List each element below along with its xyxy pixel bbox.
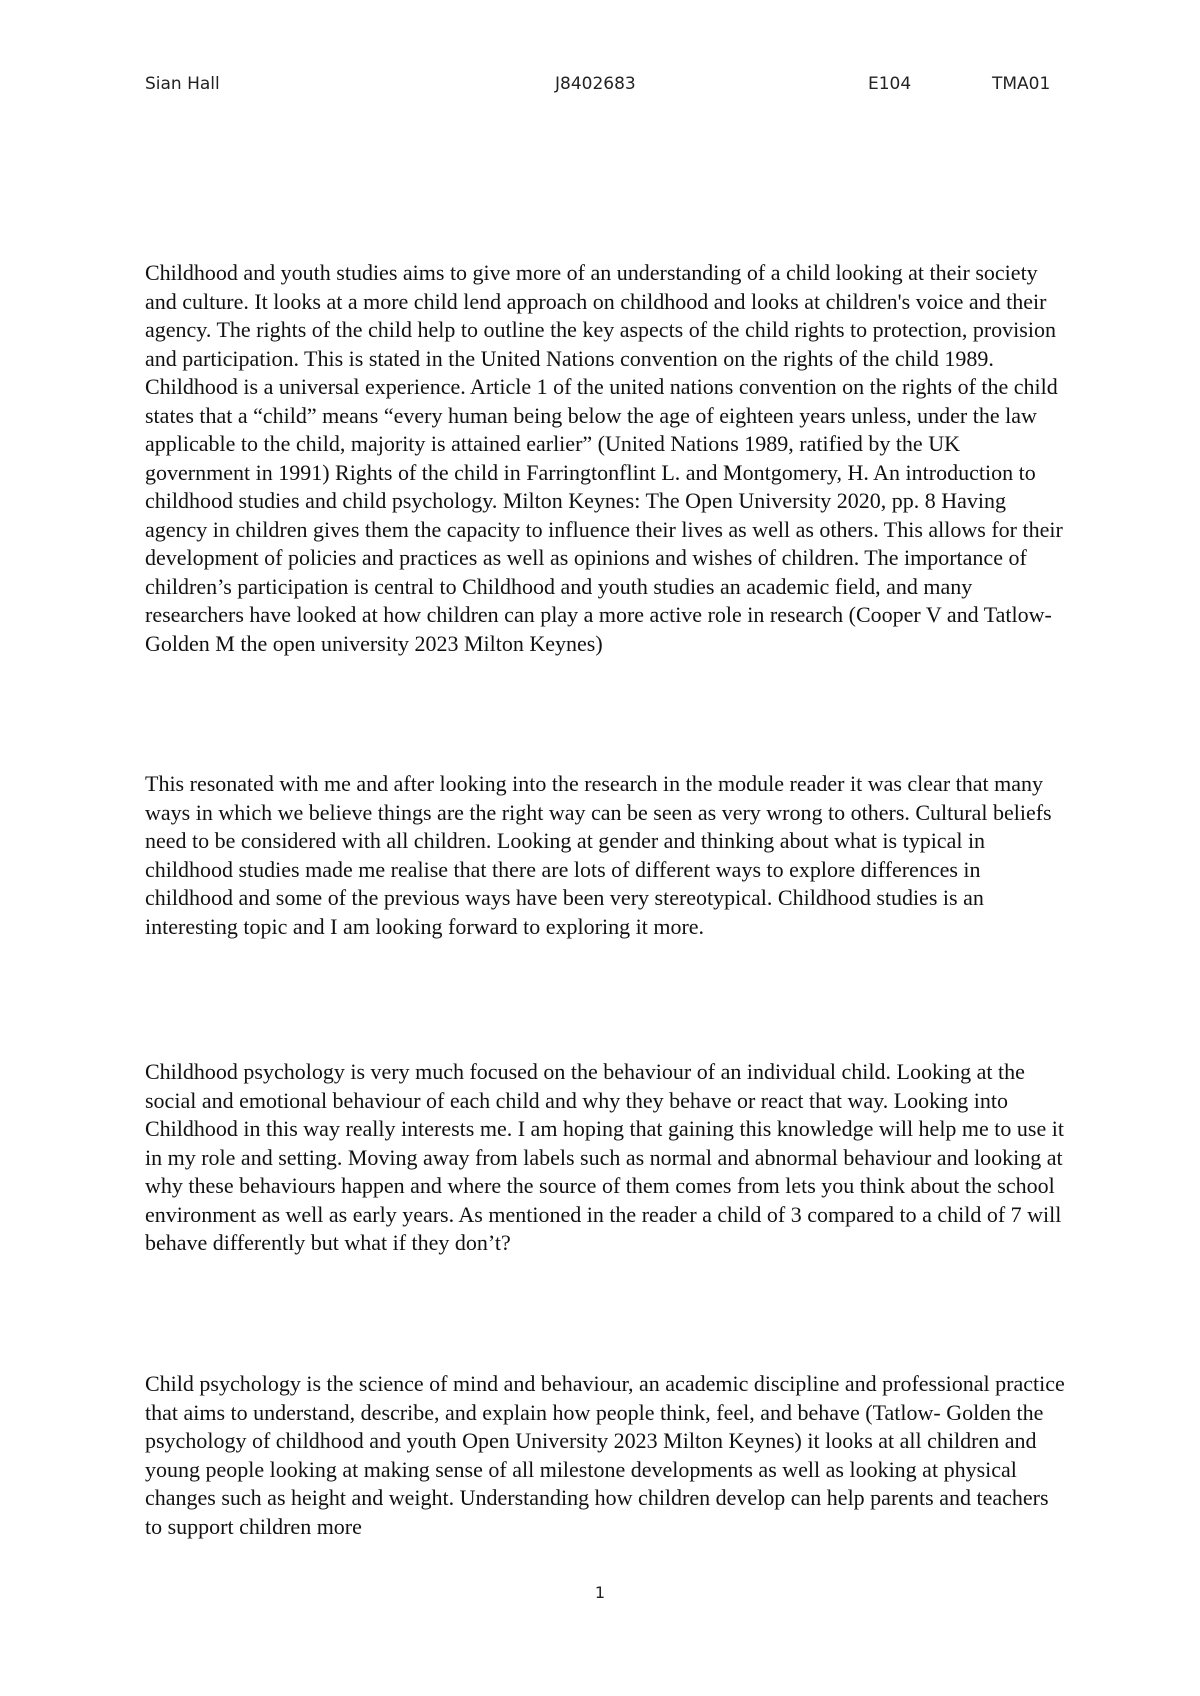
student-id: J8402683	[555, 74, 636, 94]
author-name: Sian Hall	[145, 74, 220, 94]
page-header	[145, 74, 1065, 98]
assignment-code: TMA01	[992, 74, 1051, 94]
paragraph-4: Child psychology is the science of mind and behaviour, an academic discipline and professional practice that aims to understand, describe, and explain how people think, feel, and behave (Tatlow- Golden the psychology of childhood and youth Open University 2023 Milton Keynes) it looks at all children and young people looking at making sense of all milestone developments as well as looking at physical changes such as height and weight. Understanding how children develop can help parents and teachers to support children more	[145, 1371, 1065, 1539]
paragraph-2: This resonated with me and after looking into the research in the module reader it was clear that many ways in which we believe things are the right way can be seen as very wrong to others. Cultural beliefs need to be considered with all children. Looking at gender and thinking about what is typical in childhood studies made me realise that there are lots of different ways to explore differences in childhood and some of the previous ways have been very stereotypical. Childhood studies is an interesting topic and I am looking forward to exploring it more.	[145, 771, 1052, 939]
paragraph-3: Childhood psychology is very much focused on the behaviour of an individual child. Looking at the social and emotional behaviour of each child and why they behave or react that way. Looking into Childhood in this way really interests me. I am hoping that gaining this knowledge will help me to use it in my role and setting. Moving away from labels such as normal and abnormal behaviour and looking at why these behaviours happen and where the source of them comes from lets you think about the school environment as well as early years. As mentioned in the reader a child of 3 compared to a child of 7 will behave differently but what if they don’t?	[145, 1059, 1064, 1255]
paragraph-1: Childhood and youth studies aims to give more of an understanding of a child looking at their society and culture. It looks at a more child lend approach on childhood and looks at children's voice and their agency. The rights of the child help to outline the key aspects of the child rights to protection, provision and participation. This is stated in the United Nations convention on the rights of the child 1989. Childhood is a universal experience. Article 1 of the united nations convention on the rights of the child states that a “child” means “every human being below the age of eighteen years unless, under the law applicable to the child, majority is attained earlier” (United Nations 1989, ratified by the UK government in 1991) Rights of the child in Farringtonflint L. and Montgomery, H. An introduction to childhood studies and child psychology. Milton Keynes: The Open University 2020, pp. 8 Having agency in children gives them the capacity to influence their lives as well as others. This allows for their development of policies and practices as well as opinions and wishes of children. The importance of children’s participation is central to Childhood and youth studies an academic field, and many researchers have looked at how children can play a more active role in research (Cooper V and Tatlow-Golden M the open university 2023 Milton Keynes)	[145, 260, 1063, 656]
course-code: E104	[868, 74, 912, 94]
page-number: 1	[594, 1583, 606, 1602]
